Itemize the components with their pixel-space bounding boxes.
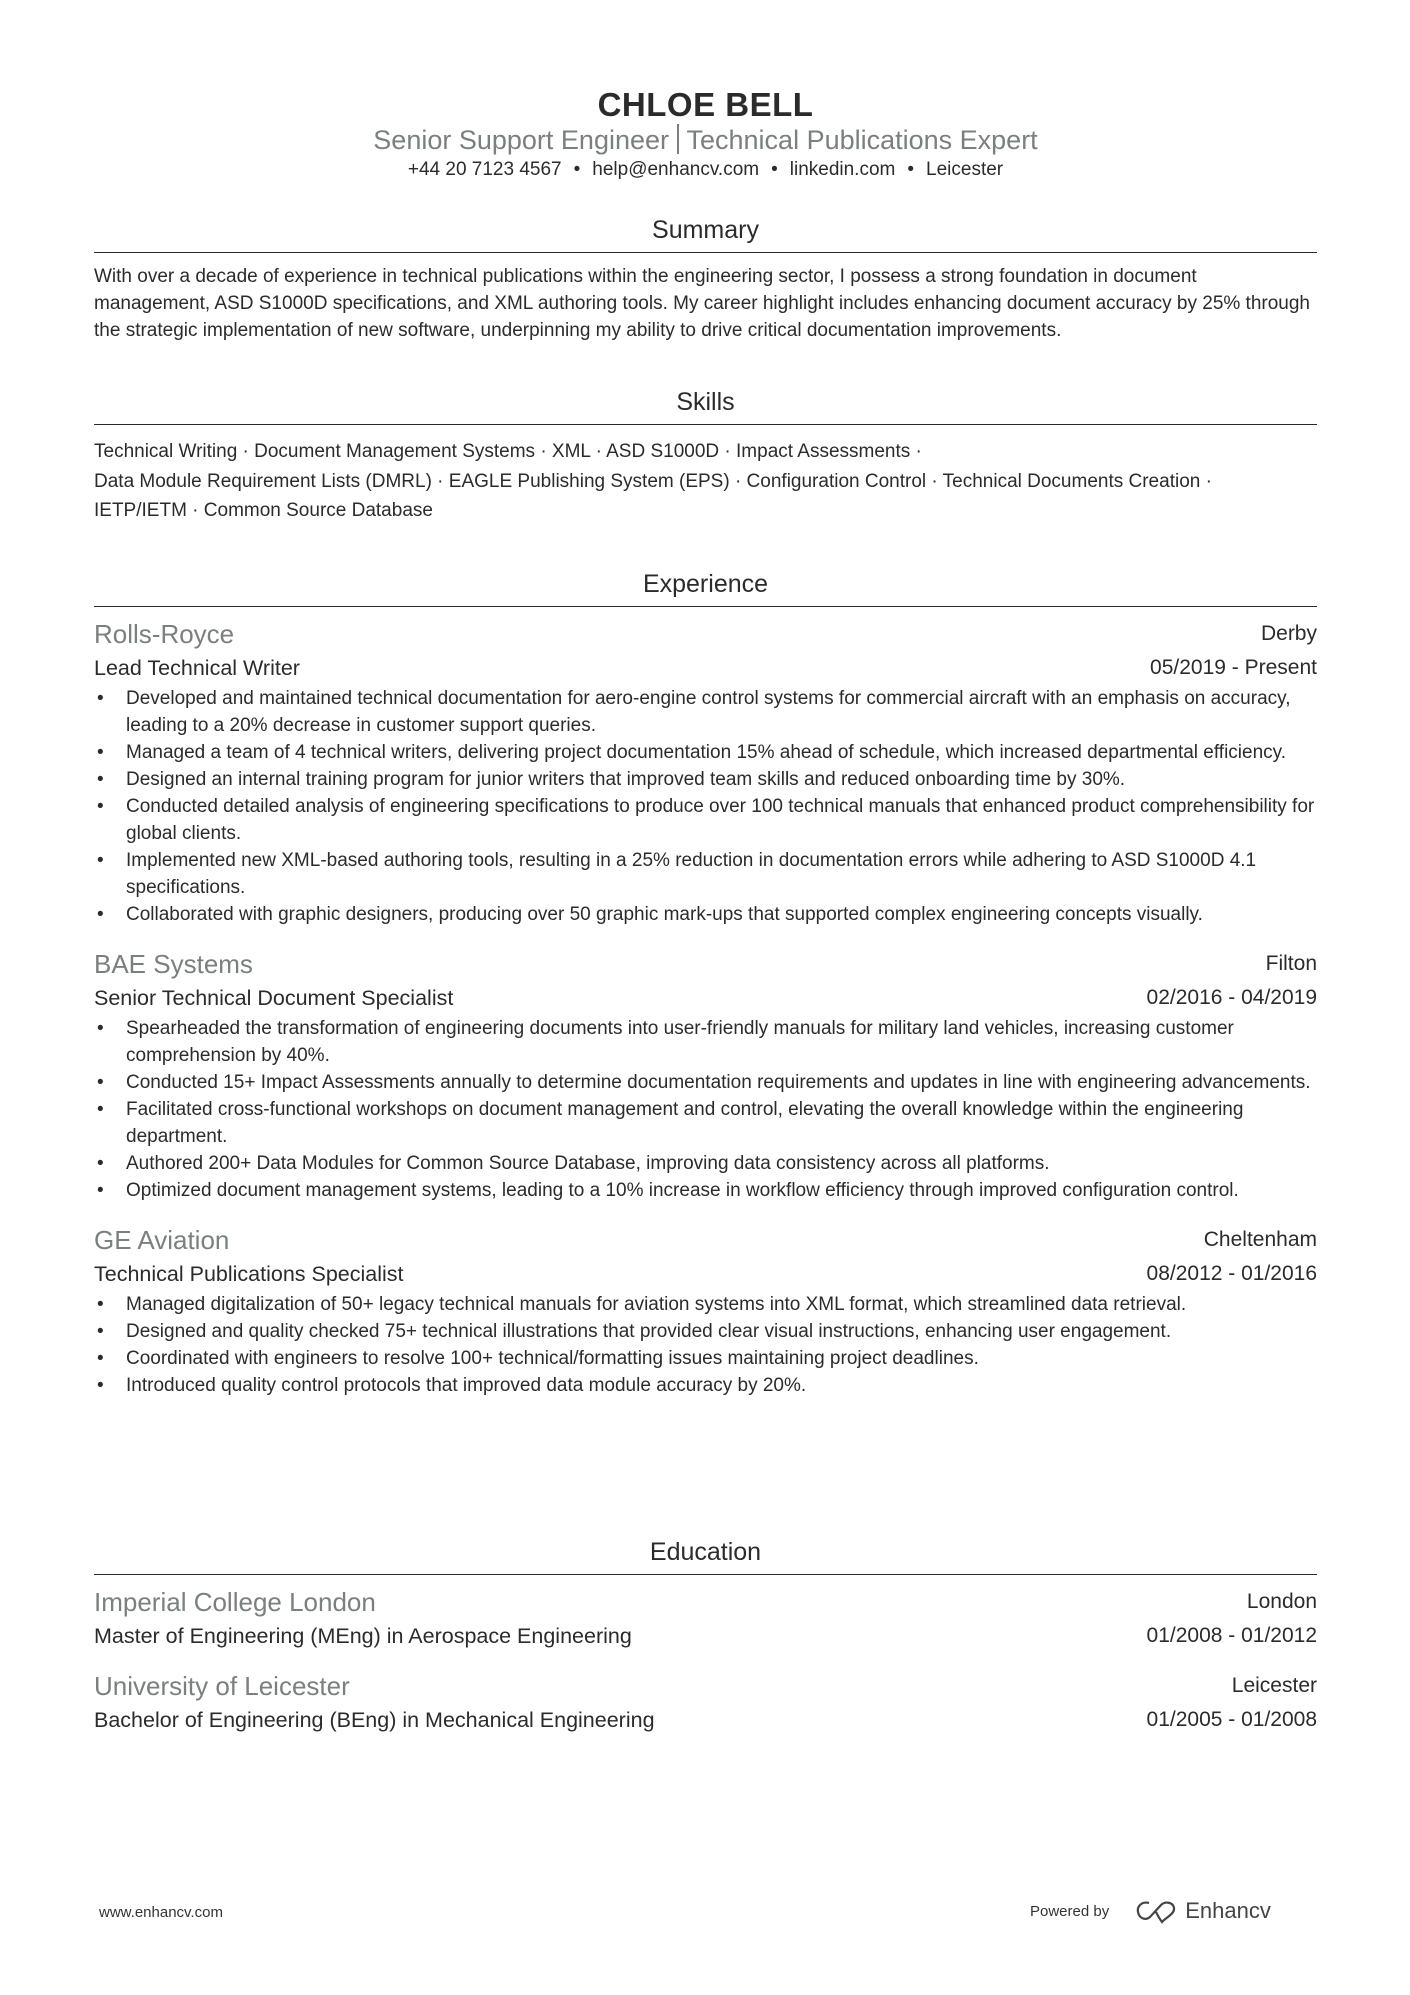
summary-section (94, 214, 1317, 344)
experience-entry (94, 1223, 1317, 1399)
bullet-item: • Developed and maintained technical documentation for aero-engine control systems for commercial aircraft with an emphasis on accuracy, leading to a 20% decrease in customer support queries. (94, 685, 1317, 739)
contact-location: Leicester (926, 159, 1004, 180)
enhancv-brand: Enhancv (1185, 1898, 1271, 1923)
entry-header (94, 1223, 1317, 1257)
bullet-item: • Conducted detailed analysis of engineering specifications to produce over 100 technical manuals that enhanced product comprehensibility for global clients. (94, 793, 1317, 847)
contact-linkedin[interactable]: linkedin.com (789, 159, 896, 180)
education-entry (94, 1585, 1317, 1653)
title-divider (677, 124, 679, 154)
entry-subheader (94, 981, 1317, 1015)
candidate-title (94, 123, 1317, 157)
school-name: University of Leicester (94, 1671, 350, 1701)
footer-branding (1030, 1898, 1271, 1924)
job-dates: 08/2012 - 01/2016 (1146, 1262, 1317, 1285)
degree: Master of Engineering (MEng) in Aerospace Engineering (94, 1624, 632, 1648)
experience-entry (94, 947, 1317, 1204)
separator-dot: • (907, 159, 915, 180)
skills-list (94, 437, 1317, 526)
bullet-item: • Authored 200+ Data Modules for Common Source Database, improving data consistency across all platforms. (94, 1150, 1317, 1177)
company-name: Rolls-Royce (94, 619, 235, 649)
experience-entry (94, 617, 1317, 928)
bullet-list (94, 685, 1317, 928)
skills-line: Data Module Requirement Lists (DMRL) · EAGLE Publishing System (EPS) · Configuration Control · Technical Documents Creation · (94, 470, 1212, 492)
entry-subheader (94, 1703, 1317, 1737)
entry-header (94, 617, 1317, 651)
bullet-item: • Managed a team of 4 technical writers, delivering project documentation 15% ahead of schedule, which increased departmental efficiency. (94, 739, 1317, 766)
job-role: Senior Technical Document Specialist (94, 986, 454, 1010)
enhancv-logo-icon (1135, 1898, 1179, 1924)
education-heading: Education (94, 1536, 1317, 1575)
bullet-item: • Collaborated with graphic designers, producing over 50 graphic mark-ups that supported complex engineering concepts visually. (94, 901, 1317, 928)
education-dates: 01/2005 - 01/2008 (1146, 1708, 1317, 1731)
job-dates: 02/2016 - 04/2019 (1146, 986, 1317, 1009)
job-location: Filton (1265, 952, 1317, 975)
contact-phone: +44 20 7123 4567 (407, 159, 562, 180)
job-location: Cheltenham (1203, 1228, 1317, 1251)
entry-header (94, 1585, 1317, 1619)
summary-text: With over a decade of experience in technical publications within the engineering sector, I possess a strong foundation in document management, ASD S1000D specifications, and XML authoring tools. My career highlight includes enhancing document accuracy by 25% through the strategic implementation of new software, underpinning my ability to drive critical documentation improvements. (94, 266, 1310, 341)
experience-heading: Experience (94, 568, 1317, 607)
powered-by-label: Powered by (1030, 1902, 1110, 1920)
footer-website[interactable]: www.enhancv.com (99, 1904, 223, 1921)
summary-heading: Summary (94, 214, 1317, 253)
bullet-item: • Designed and quality checked 75+ technical illustrations that provided clear visual instructions, enhancing user engagement. (94, 1318, 1317, 1345)
company-name: GE Aviation (94, 1225, 230, 1255)
bullet-item: • Managed digitalization of 50+ legacy technical manuals for aviation systems into XML format, which streamlined data retrieval. (94, 1291, 1317, 1318)
job-role: Lead Technical Writer (94, 656, 300, 680)
degree: Bachelor of Engineering (BEng) in Mechanical Engineering (94, 1708, 655, 1732)
bullet-item: • Introduced quality control protocols that improved data module accuracy by 20%. (94, 1372, 1317, 1399)
education-entry (94, 1669, 1317, 1737)
contact-email[interactable]: help@enhancv.com (592, 159, 760, 180)
skills-line: Technical Writing · Document Management Systems · XML · ASD S1000D · Impact Assessments · (94, 441, 922, 462)
experience-section (94, 568, 1317, 1418)
company-name: BAE Systems (94, 949, 253, 979)
school-name: Imperial College London (94, 1587, 376, 1617)
bullet-item: • Designed an internal training program for junior writers that improved team skills and reduced onboarding time by 30%. (94, 766, 1317, 793)
job-role: Technical Publications Specialist (94, 1262, 404, 1286)
title-secondary: Technical Publications Expert (686, 125, 1038, 155)
bullet-item: • Implemented new XML-based authoring tools, resulting in a 25% reduction in documentation errors while adhering to ASD S1000D 4.1 specifications. (94, 847, 1317, 901)
skills-section (94, 386, 1317, 526)
school-location: London (1246, 1590, 1317, 1613)
skills-heading: Skills (94, 386, 1317, 425)
bullet-list (94, 1015, 1317, 1204)
job-location: Derby (1260, 622, 1317, 645)
title-primary: Senior Support Engineer (373, 125, 669, 155)
job-dates: 05/2019 - Present (1150, 656, 1317, 679)
school-location: Leicester (1231, 1674, 1317, 1697)
bullet-list (94, 1291, 1317, 1399)
bullet-item: • Optimized document management systems, leading to a 10% increase in workflow efficiency through improved configuration control. (94, 1177, 1317, 1204)
bullet-item: • Spearheaded the transformation of engineering documents into user-friendly manuals for military land vehicles, increasing customer comprehension by 40%. (94, 1015, 1317, 1069)
education-dates: 01/2008 - 01/2012 (1146, 1624, 1317, 1647)
bullet-item: • Coordinated with engineers to resolve 100+ technical/formatting issues maintaining project deadlines. (94, 1345, 1317, 1372)
candidate-name: CHLOE BELL (597, 86, 814, 123)
education-section (94, 1536, 1317, 1753)
entry-subheader (94, 651, 1317, 685)
skills-line: IETP/IETM · Common Source Database (94, 500, 433, 521)
entry-header (94, 947, 1317, 981)
bullet-item: • Facilitated cross-functional workshops on document management and control, elevating the overall knowledge within the engineering department. (94, 1096, 1317, 1150)
bullet-item: • Conducted 15+ Impact Assessments annually to determine documentation requirements and updates in line with engineering advancements. (94, 1069, 1317, 1096)
separator-dot: • (771, 159, 778, 180)
separator-dot: • (573, 159, 581, 180)
entry-subheader (94, 1257, 1317, 1291)
contact-info (94, 158, 1317, 182)
entry-subheader (94, 1619, 1317, 1653)
entry-header (94, 1669, 1317, 1703)
